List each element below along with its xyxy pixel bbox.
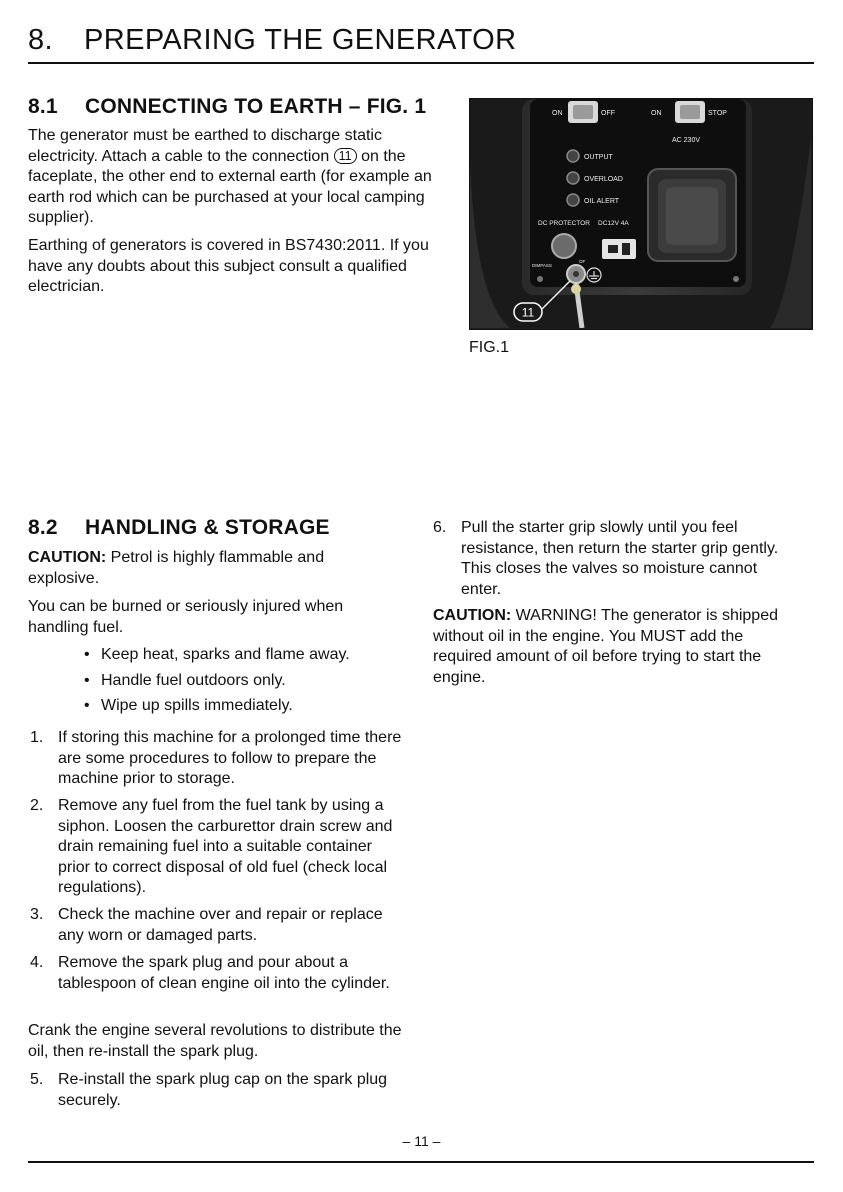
step-text: Remove the spark plug and pour about a tablespoon of clean engine oil into the cylinder. [58, 954, 390, 992]
figure-caption: FIG.1 [469, 339, 510, 356]
earth-paragraph [28, 126, 436, 229]
step-2 [30, 796, 405, 899]
figure-generator-faceplate [469, 98, 813, 330]
step-5 [30, 1070, 402, 1111]
step-number: 5. [30, 1071, 44, 1088]
label-dc-rating: DC12V 4A [598, 220, 629, 227]
step-6 [433, 518, 798, 600]
subsection-title: CONNECTING TO EARTH – FIG. 1 [85, 95, 427, 118]
list-item: • Keep heat, sparks and flame away. [84, 645, 350, 666]
callout-11: 11 [334, 148, 357, 164]
section-title: PREPARING THE GENERATOR [84, 24, 517, 56]
label-overload: OVERLOAD [584, 176, 623, 183]
subsection-title: HANDLING & STORAGE [85, 516, 330, 539]
step-number: 4. [30, 954, 44, 971]
step-3 [30, 905, 402, 946]
label-off: OFF [601, 110, 615, 117]
text-run: WARNING! The generator is shipped without oil in the engine. You MUST add the required amount of oil before trying to start the engine. [433, 607, 778, 686]
footer-rule [28, 1161, 814, 1163]
faceplate-illustration [470, 99, 811, 328]
step-1 [30, 728, 402, 790]
label-small-left: DIMPASS [532, 263, 552, 268]
step-4 [30, 953, 402, 994]
label-dc-protector: DC PROTECTOR [538, 220, 590, 227]
burn-warning-paragraph: You can be burned or seriously injured when handling fuel. [28, 598, 344, 636]
caution-label: CAUTION: [28, 549, 107, 566]
page-number: – 11 – [402, 1133, 441, 1149]
step-text: Re-install the spark plug cap on the spark plug securely. [58, 1071, 388, 1109]
label-on-left: ON [552, 110, 563, 117]
figure-callout-11: 11 [521, 305, 535, 320]
caution-flammable [28, 548, 373, 589]
page-title [28, 24, 516, 57]
step-number: 3. [30, 906, 44, 923]
section-number: 8. [28, 24, 53, 56]
list-item: • Wipe up spills immediately. [84, 696, 350, 717]
subsection-heading-handling [28, 516, 330, 540]
safety-bullet-list [84, 645, 350, 722]
label-output: OUTPUT [584, 154, 613, 161]
step-number: 2. [30, 797, 44, 814]
step-text: Pull the starter grip slowly until you feel resistance, then return the starter grip gently. This closes the valves so moisture cannot enter. [461, 519, 779, 598]
caution-no-oil [433, 606, 805, 688]
label-ac: AC 230V [672, 137, 701, 144]
subsection-number: 8.1 [28, 95, 58, 118]
label-oil-alert: OIL ALERT [584, 198, 620, 205]
crank-paragraph: Crank the engine several revolutions to distribute the oil, then re-install the spark plug. [28, 1022, 402, 1060]
list-item: • Handle fuel outdoors only. [84, 671, 350, 692]
caution-label: CAUTION: [433, 607, 512, 624]
step-text: Check the machine over and repair or replace any worn or damaged parts. [58, 906, 383, 944]
label-small-right: OF [579, 259, 586, 264]
text-run: on the faceplate, the other end to external earth (for example an earth rod which can be purchased at your local camping supplier). [28, 147, 432, 226]
step-text: If storing this machine for a prolonged time there are some procedures to follow to prepare the machine prior to storage. [58, 729, 402, 787]
text-run: The generator must be earthed to discharge static electricity. Attach a cable to the connection [28, 127, 382, 165]
label-on-right: ON [651, 110, 662, 117]
subsection-number: 8.2 [28, 516, 58, 539]
step-number: 1. [30, 729, 44, 746]
subsection-heading-earth [28, 95, 426, 119]
step-number: 6. [433, 519, 447, 536]
label-stop: STOP [708, 110, 727, 117]
step-text: Remove any fuel from the fuel tank by using a siphon. Loosen the carburettor drain screw and drain remaining fuel into a suitable container prior to correct disposal of old fuel (check local regulations). [58, 797, 393, 896]
header-rule [28, 62, 814, 64]
text-run: Petrol is highly flammable and explosive. [28, 549, 325, 587]
earthing-standard-paragraph: Earthing of generators is covered in BS7430:2011. If you have any doubts about this subject consult a qualified electrician. [28, 237, 429, 295]
